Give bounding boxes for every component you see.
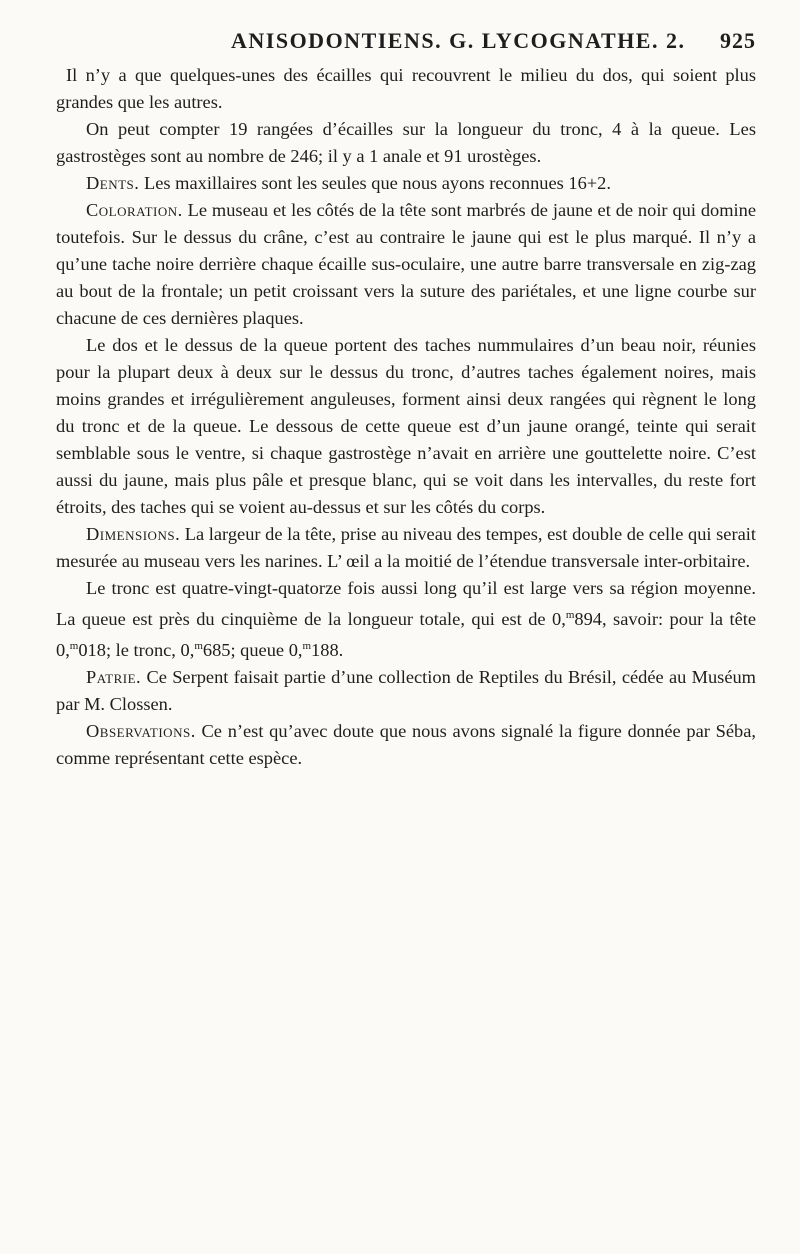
paragraph-coloration bbox=[56, 197, 756, 332]
unit-superscript: m bbox=[302, 640, 312, 653]
paragraph-dimensions bbox=[56, 521, 756, 575]
running-header bbox=[56, 28, 756, 62]
paragraph-scale-counts bbox=[56, 116, 756, 170]
section-heading-dents: Dents. bbox=[86, 173, 140, 193]
paragraph-back-markings bbox=[56, 332, 756, 521]
book-page bbox=[56, 28, 756, 772]
unit-superscript: m bbox=[565, 609, 575, 621]
paragraph-text: Les maxillaires sont les seules que nous ayons reconnues 16+2. bbox=[144, 173, 611, 193]
paragraph-text: On peut compter 19 rangées d’écailles sur la longueur du tronc, 4 à la queue. Les gastrostèges sont au nombre de 246; il y a 1 anale et 91 urostèges. bbox=[56, 119, 756, 166]
unit-superscript: m bbox=[69, 640, 79, 653]
paragraph-dents bbox=[56, 170, 756, 197]
paragraph-text: Ce Serpent faisait partie d’une collection de Reptiles du Brésil, cédée au Muséum par M. Clossen. bbox=[56, 667, 756, 715]
section-heading-patrie: Patrie. bbox=[86, 667, 142, 688]
section-heading-observations: Observations. bbox=[86, 721, 196, 742]
section-heading-dimensions: Dimensions. bbox=[86, 524, 181, 544]
paragraph-text: Le museau et les côtés de la tête sont marbrés de jaune et de noir qui domine toutefois. Sur le dessus du crâne, c’est au contraire le jaune qui est le plus marqué. Il n’y a qu’une tache noire derrière chaque écaille sus-oculaire, une autre barre transversale en zig-zag au bout de la frontale; un petit croissant vers la suture des pariétales, et une ligne courbe sur chacune de ces dernières plaques. bbox=[56, 200, 756, 328]
paragraph-observations bbox=[56, 718, 756, 772]
paragraph-text: Le tronc est quatre-vingt-quatorze fois aussi long qu’il est large vers sa région moyenne. La queue est près du cinquième de la longueur totale, qui est de 0,$^m$894, savoir: pour la tête 0,$^m$018; le tronc, 0,$^m$685; queue 0,$^m$188. bbox=[56, 578, 756, 661]
paragraph-text: Le dos et le dessus de la queue portent des taches nummulaires d’un beau noir, réunies pour la plupart deux à deux sur le dessus du tronc, d’autres taches également noires, mais moins grandes et irrégulièrement anguleuses, forment ainsi deux rangées qui règnent le long du tronc et de la queue. Le dessous de cette queue est d’un jaune orangé, teinte qui serait semblable sous le ventre, si chaque gastrostège n’avait en arrière une gouttelette noire. C’est aussi du jaune, mais plus pâle et presque blanc, qui se voit dans les intervalles, du reste fort étroits, des taches qui se voient au-dessus et sur les côtés du corps. bbox=[56, 335, 756, 517]
paragraph-text: La largeur de la tête, prise au niveau des tempes, est double de celle qui serait mesurée au museau vers les narines. L’ œil a la moitié de l’étendue transversale inter-orbitaire. bbox=[56, 524, 756, 571]
running-title: ANISODONTIENS. G. LYCOGNATHE. 2. bbox=[231, 28, 686, 53]
paragraph-text: Ce n’est qu’avec doute que nous avons signalé la figure donnée par Séba, comme représentant cette espèce. bbox=[56, 721, 756, 769]
unit-superscript: m bbox=[194, 640, 203, 653]
paragraph-scales-mid-back bbox=[56, 62, 756, 116]
paragraph-measurements bbox=[56, 575, 756, 664]
page-number: 925 bbox=[720, 28, 756, 53]
section-heading-coloration: Coloration. bbox=[86, 200, 183, 220]
paragraph-patrie bbox=[56, 664, 756, 718]
paragraph-text: Il n’y a que quelques-unes des écailles qui recouvrent le milieu du dos, qui soient plus grandes que les autres. bbox=[56, 65, 756, 112]
